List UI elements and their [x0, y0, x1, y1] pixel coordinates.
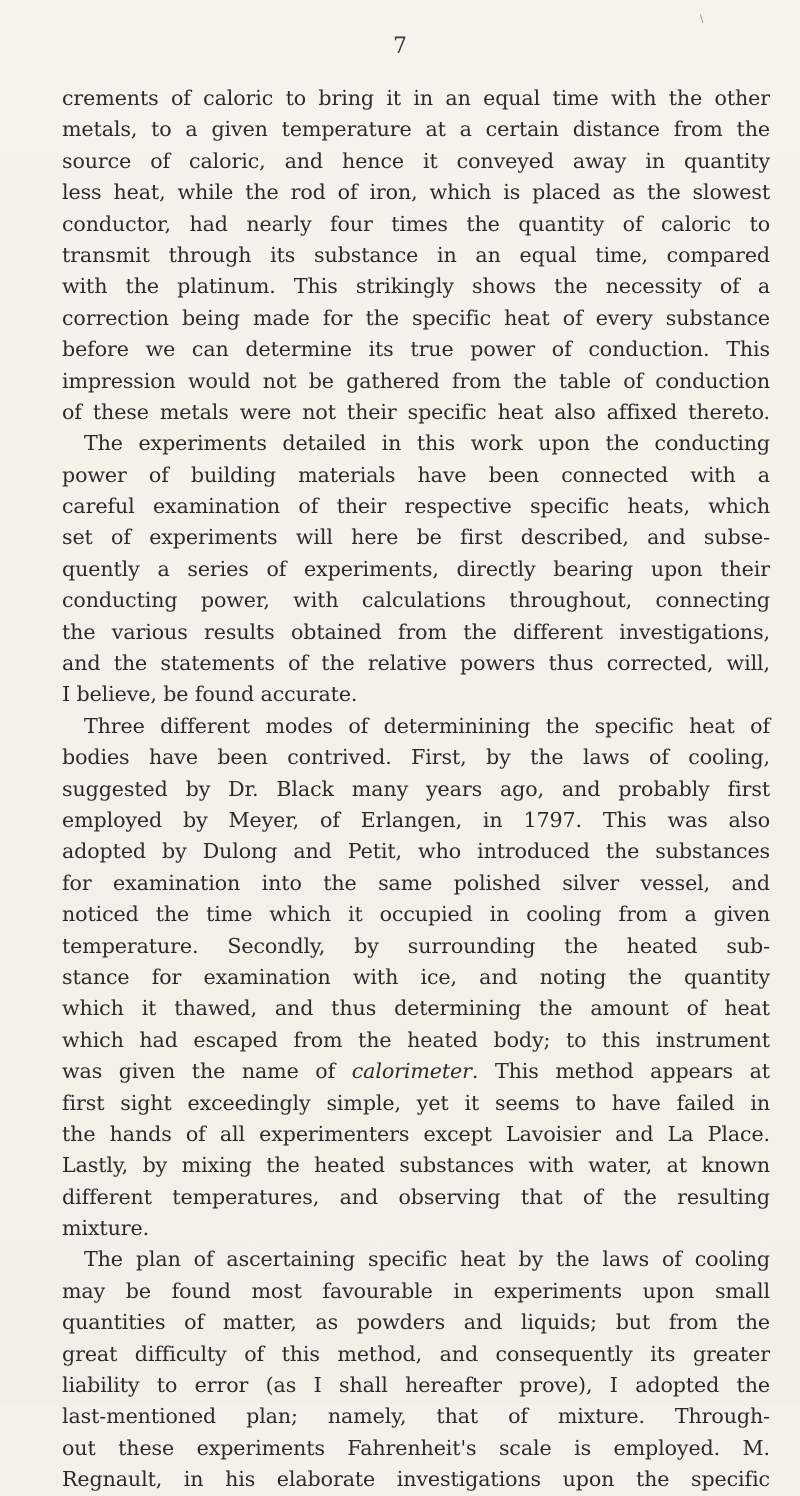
text-line: less heat, while the rod of iron, which is placed as the slowest: [62, 180, 770, 205]
text-line: last-mentioned plan; namely, that of mixture. Through-: [62, 1404, 770, 1429]
text-line: bodies have been contrived. First, by the laws of cooling,: [62, 745, 770, 770]
text-line: first sight exceedingly simple, yet it seems to have failed in: [62, 1090, 770, 1115]
text-line: Regnault, in his elaborate investigations upon the specific: [62, 1467, 770, 1492]
text-line: for examination into the same polished silver vessel, and: [62, 870, 770, 895]
text-line: power of building materials have been connected with a: [62, 462, 770, 487]
text-line: of these metals were not their specific heat also affixed thereto.: [62, 399, 770, 424]
text-line: Three different modes of determinining the specific heat of: [84, 713, 770, 738]
text-line: temperature. Secondly, by surrounding the heated sub-: [62, 933, 770, 958]
text-line: quently a series of experiments, directly bearing upon their: [62, 556, 770, 581]
text-line: mixture.: [62, 1216, 150, 1241]
text-line: and the statements of the relative powers thus corrected, will,: [62, 651, 770, 676]
margin-mark: \: [700, 14, 704, 25]
text-line: may be found most favourable in experiments upon small: [62, 1278, 770, 1303]
text-line: correction being made for the specific heat of every substance: [62, 305, 770, 330]
text-line: Lastly, by mixing the heated substances with water, at known: [62, 1153, 770, 1178]
text-line: impression would not be gathered from the table of conduction: [62, 368, 770, 393]
page-number: 7: [393, 34, 407, 59]
text-line: conducting power, with calculations throughout, connecting: [62, 588, 770, 613]
text-line: noticed the time which it occupied in cooling from a given: [62, 902, 770, 927]
text-line: which it thawed, and thus determining the amount of heat: [62, 996, 770, 1021]
text-line: set of experiments will here be first described, and subse-: [62, 525, 770, 550]
text-line: adopted by Dulong and Petit, who introduced the substances: [62, 839, 770, 864]
text-line: with the platinum. This strikingly shows the necessity of a: [62, 274, 770, 299]
text-line: source of caloric, and hence it conveyed away in quantity: [62, 148, 770, 173]
text-line: The plan of ascertaining specific heat by the laws of cooling: [84, 1247, 770, 1272]
text-line: I believe, be found accurate.: [62, 682, 358, 707]
text-line: crements of caloric to bring it in an equal time with the other: [62, 86, 770, 110]
text-line: before we can determine its true power of conduction. This: [62, 337, 770, 362]
text-line: employed by Meyer, of Erlangen, in 1797. This was also: [62, 807, 770, 832]
text-line: metals, to a given temperature at a certain distance from the: [62, 117, 770, 142]
italic-term: calorimeter: [351, 1059, 472, 1084]
text-line: transmit through its substance in an equal time, compared: [62, 242, 770, 267]
text-line: great difficulty of this method, and consequently its greater: [62, 1341, 770, 1366]
text-line: was given the name of calorimeter. This method appears at: [62, 1059, 770, 1084]
body-text: [62, 83, 770, 1496]
text-line: suggested by Dr. Black many years ago, and probably first: [62, 776, 770, 801]
text-line: out these experiments Fahrenheit's scale is employed. M.: [62, 1435, 770, 1460]
text-line: careful examination of their respective specific heats, which: [62, 494, 770, 519]
text-line: different temperatures, and observing that of the resulting: [62, 1184, 770, 1209]
text-line: liability to error (as I shall hereafter prove), I adopted the: [62, 1373, 770, 1398]
text-line: the hands of all experimenters except Lavoisier and La Place.: [62, 1121, 770, 1146]
text-line: the various results obtained from the different investigations,: [62, 619, 770, 644]
text-line: stance for examination with ice, and noting the quantity: [62, 964, 770, 989]
text-line: conductor, had nearly four times the quantity of caloric to: [62, 211, 770, 236]
text-line: The experiments detailed in this work upon the conducting: [84, 431, 770, 456]
text-line: quantities of matter, as powders and liquids; but from the: [62, 1310, 770, 1335]
text-line: which had escaped from the heated body; to this instrument: [62, 1027, 770, 1052]
